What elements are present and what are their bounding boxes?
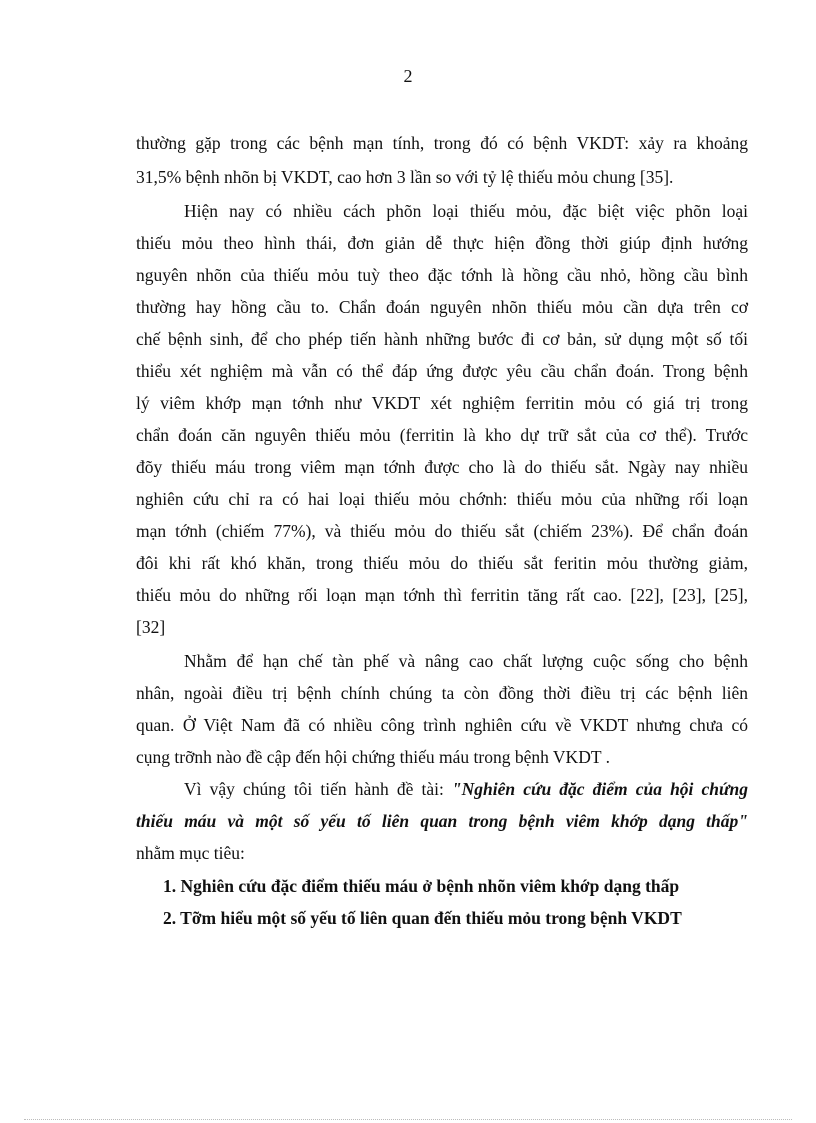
objective-item: 1. Nghiên cứu đặc điểm thiếu máu ở bệnh nhõn viêm khớp dạng thấp	[163, 876, 680, 896]
objective-item: 2. Tỡm hiểu một số yếu tố liên quan đến thiếu mỏu trong bệnh VKDT	[163, 908, 682, 928]
text-line: chế bệnh sinh, để cho phép tiến hành những bước đi cơ bản, sử dụng một số tối	[136, 329, 748, 349]
text-line: thiếu mỏu do những rối loạn mạn tớnh thì ferritin tăng rất cao. [22], [23], [25],	[136, 585, 748, 605]
text-line: thường hay hồng cầu to. Chẩn đoán nguyên nhõn thiếu mỏu cần dựa trên cơ	[136, 297, 748, 317]
text-line: nguyên nhõn của thiếu mỏu tuỳ theo đặc tớnh là hồng cầu nhỏ, hồng cầu bình	[136, 265, 748, 285]
text-line: mạn tớnh (chiếm 77%), và thiếu mỏu do thiếu sắt (chiếm 23%). Để chẩn đoán	[136, 521, 748, 541]
text-line: Hiện nay có nhiều cách phõn loại thiếu mỏu, đặc biệt việc phõn loại	[184, 201, 748, 221]
text-line: thiểu xét nghiệm mà vẫn có thể đáp ứng được yêu cầu chẩn đoán. Trong bệnh	[136, 361, 748, 381]
thesis-title-continued: thiếu máu và một số yếu tố liên quan trong bệnh viêm khớp dạng thấp"	[136, 811, 748, 831]
page-number: 2	[403, 66, 413, 86]
thesis-title: "Nghiên cứu đặc điểm của hội chứng	[451, 779, 748, 799]
text-line	[184, 778, 748, 800]
page-bottom-border	[24, 1119, 792, 1120]
text-line: chẩn đoán căn nguyên thiếu mỏu (ferritin là kho dự trữ sắt của cơ thể). Trước	[136, 425, 748, 445]
text-line: đôi khi rất khó khăn, trong thiếu mỏu do thiếu sắt feritin mỏu thường giảm,	[136, 553, 748, 573]
text-line: quan. Ở Việt Nam đã có nhiều công trình nghiên cứu về VKDT nhưng chưa có	[136, 715, 748, 735]
text-line: lý viêm khớp mạn tớnh như VKDT xét nghiệm ferritin mỏu có giá trị trong	[136, 393, 748, 413]
text-line: thiếu mỏu theo hình thái, đơn giản dễ thực hiện đồng thời giúp định hướng	[136, 233, 748, 253]
text-line: 31,5% bệnh nhõn bị VKDT, cao hơn 3 lần so với tỷ lệ thiếu mỏu chung [35].	[136, 167, 674, 187]
text-line: đõy thiếu máu trong viêm mạn tớnh được cho là do thiếu sắt. Ngày nay nhiều	[136, 457, 748, 477]
text-line: nhân, ngoài điều trị bệnh chính chúng ta còn đồng thời điều trị các bệnh liên	[136, 683, 748, 703]
text-line: thường gặp trong các bệnh mạn tính, trong đó có bệnh VKDT: xảy ra khoảng	[136, 133, 748, 153]
text-line: nghiên cứu chỉ ra có hai loại thiếu mỏu chớnh: thiếu mỏu của những rối loạn	[136, 489, 748, 509]
intro-text: Vì vậy chúng tôi tiến hành đề tài:	[184, 779, 452, 799]
text-line: Nhằm để hạn chế tàn phế và nâng cao chất lượng cuộc sống cho bệnh	[184, 651, 748, 671]
text-line: cụng trỡnh nào đề cập đến hội chứng thiếu máu trong bệnh VKDT .	[136, 747, 610, 767]
text-line: [32]	[136, 617, 166, 637]
text-line: nhằm mục tiêu:	[136, 843, 245, 863]
